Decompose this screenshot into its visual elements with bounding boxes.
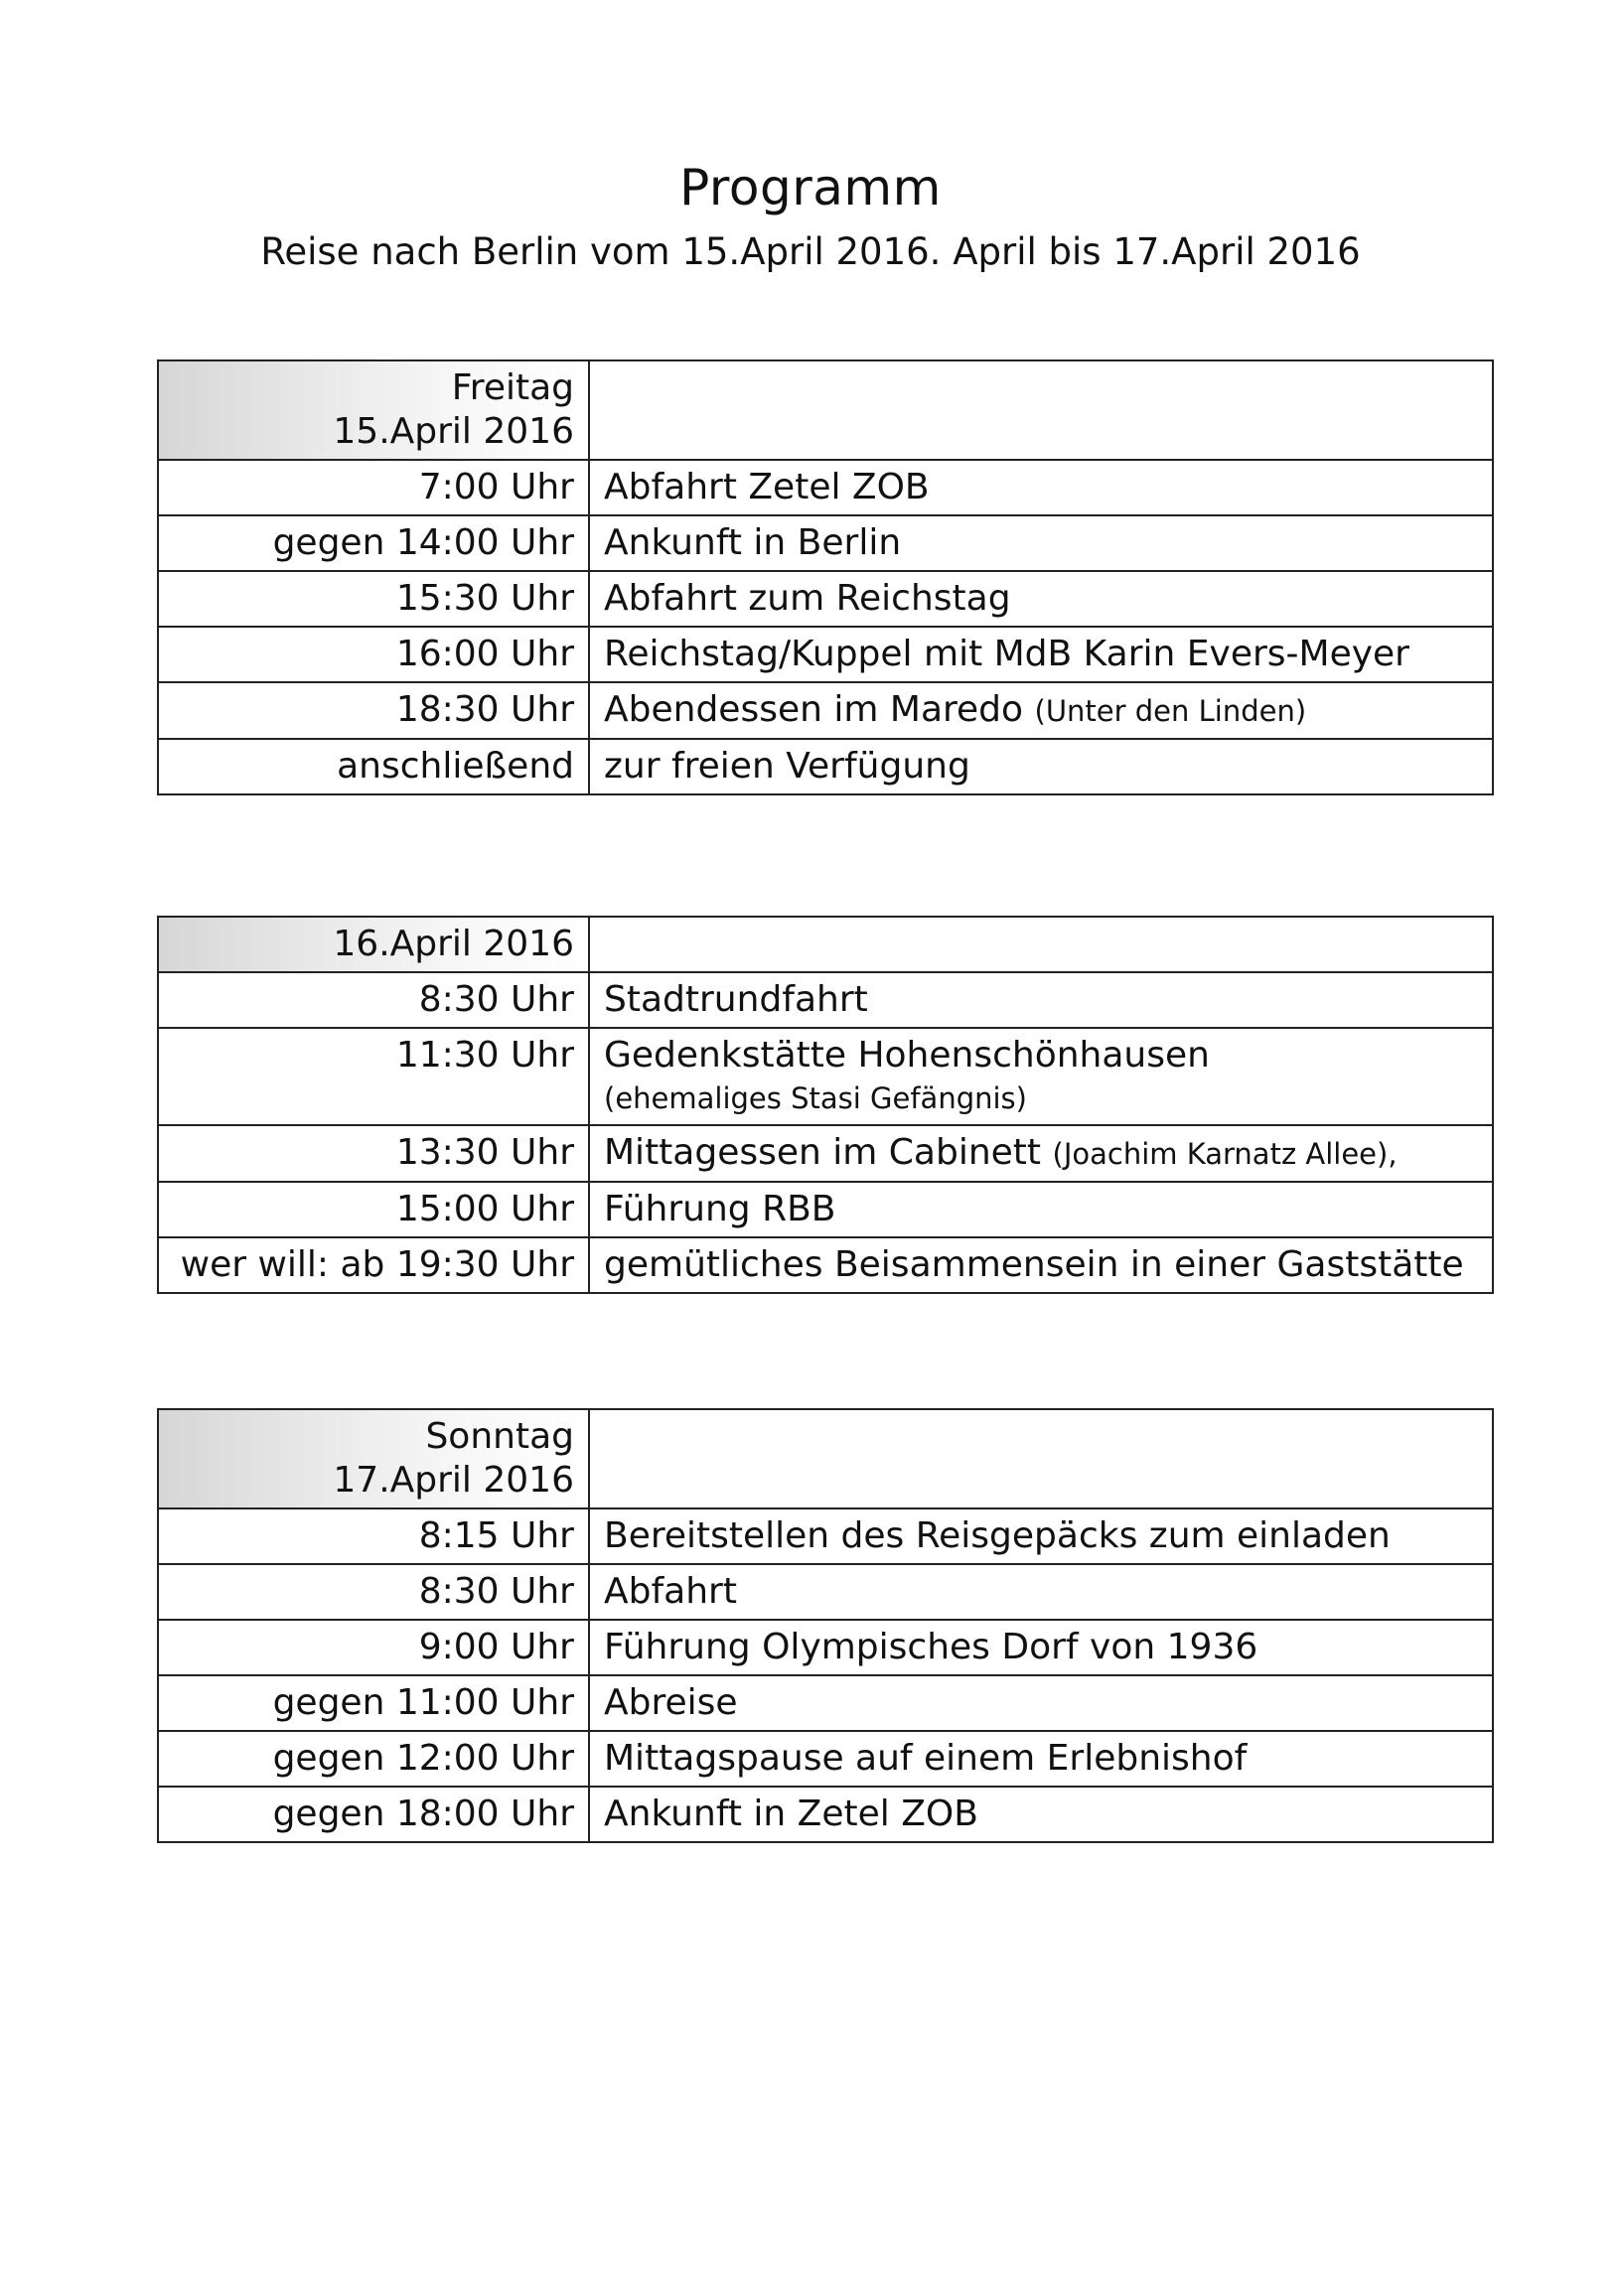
activity-text: Abendessen im Maredo: [604, 689, 1024, 730]
time-cell: 15:00 Uhr: [158, 1182, 589, 1237]
activity-note: (Joachim Karnatz Allee),: [1052, 1137, 1398, 1171]
time-cell: anschließend: [158, 739, 589, 794]
table-row: [158, 1182, 1493, 1237]
activity-text: Abreise: [604, 1682, 738, 1723]
time-cell: 13:30 Uhr: [158, 1125, 589, 1182]
day-header-row: [158, 1409, 1493, 1508]
activity-cell: [589, 1508, 1493, 1564]
activity-text: Mittagessen im Cabinett: [604, 1132, 1042, 1173]
activity-cell: [589, 1125, 1493, 1182]
schedule-table-friday: [157, 359, 1494, 795]
table-row: [158, 515, 1493, 571]
activity-text: Führung Olympisches Dorf von 1936: [604, 1627, 1258, 1667]
day-date: 15.April 2016: [333, 411, 574, 452]
table-row: [158, 460, 1493, 515]
time-cell: gegen 14:00 Uhr: [158, 515, 589, 571]
day-weekday: Freitag: [451, 367, 574, 408]
activity-cell: [589, 571, 1493, 627]
table-row: [158, 1675, 1493, 1731]
activity-text: gemütliches Beisammensein in einer Gaststätte: [604, 1244, 1464, 1285]
activity-note: (Unter den Linden): [1034, 694, 1307, 728]
activity-cell: [589, 739, 1493, 794]
time-cell: 8:30 Uhr: [158, 972, 589, 1028]
table-row: [158, 1787, 1493, 1842]
time-cell: gegen 18:00 Uhr: [158, 1787, 589, 1842]
time-cell: 8:30 Uhr: [158, 1564, 589, 1620]
day-header-empty-cell: [589, 360, 1493, 460]
time-cell: 15:30 Uhr: [158, 571, 589, 627]
activity-text: Stadtrundfahrt: [604, 979, 868, 1020]
page-subtitle: Reise nach Berlin vom 15.April 2016. April bis 17.April 2016: [260, 230, 1361, 273]
schedule-table-saturday: [157, 916, 1494, 1294]
activity-cell: [589, 1564, 1493, 1620]
activity-cell: [589, 460, 1493, 515]
activity-cell: [589, 972, 1493, 1028]
time-cell: wer will: ab 19:30 Uhr: [158, 1237, 589, 1293]
time-cell: gegen 11:00 Uhr: [158, 1675, 589, 1731]
activity-cell: [589, 1182, 1493, 1237]
day-header-cell: [158, 360, 589, 460]
table-row: [158, 627, 1493, 682]
table-row: [158, 682, 1493, 739]
activity-cell: [589, 1787, 1493, 1842]
activity-cell: [589, 1028, 1493, 1125]
activity-text: Reichstag/Kuppel mit MdB Karin Evers-Meyer: [604, 634, 1409, 674]
activity-text: zur freien Verfügung: [604, 746, 970, 787]
table-row: [158, 1237, 1493, 1293]
day-header-empty-cell: [589, 1409, 1493, 1508]
activity-cell: [589, 627, 1493, 682]
activity-text: Ankunft in Berlin: [604, 522, 902, 563]
day-header-empty-cell: [589, 917, 1493, 972]
activity-text: Gedenkstätte Hohenschönhausen: [604, 1035, 1210, 1076]
activity-text: Führung RBB: [604, 1189, 836, 1229]
time-cell: 11:30 Uhr: [158, 1028, 589, 1125]
activity-cell: [589, 1731, 1493, 1787]
activity-note: (ehemaliges Stasi Gefängnis): [604, 1081, 1027, 1115]
activity-cell: [589, 515, 1493, 571]
activity-text: Bereitstellen des Reisgepäcks zum einladen: [604, 1515, 1391, 1556]
activity-cell: [589, 682, 1493, 739]
day-header-cell: [158, 917, 589, 972]
table-row: [158, 739, 1493, 794]
table-row: [158, 571, 1493, 627]
day-header-row: [158, 360, 1493, 460]
time-cell: 8:15 Uhr: [158, 1508, 589, 1564]
table-row: [158, 1125, 1493, 1182]
time-cell: 16:00 Uhr: [158, 627, 589, 682]
day-weekday: Sonntag: [425, 1416, 574, 1457]
table-row: [158, 1731, 1493, 1787]
activity-cell: [589, 1237, 1493, 1293]
activity-text: Abfahrt zum Reichstag: [604, 578, 1011, 619]
day-date: 16.April 2016: [333, 924, 574, 964]
time-cell: 9:00 Uhr: [158, 1620, 589, 1675]
time-cell: gegen 12:00 Uhr: [158, 1731, 589, 1787]
table-row: [158, 1028, 1493, 1125]
activity-text: Abfahrt Zetel ZOB: [604, 467, 930, 507]
table-row: [158, 972, 1493, 1028]
day-header-cell: [158, 1409, 589, 1508]
table-row: [158, 1508, 1493, 1564]
activity-text: Ankunft in Zetel ZOB: [604, 1794, 978, 1834]
time-cell: 18:30 Uhr: [158, 682, 589, 739]
activity-text: Abfahrt: [604, 1571, 737, 1612]
time-cell: 7:00 Uhr: [158, 460, 589, 515]
schedule-table-sunday: [157, 1408, 1494, 1843]
page-title: Programm: [679, 159, 942, 216]
day-date: 17.April 2016: [333, 1460, 574, 1501]
day-header-row: [158, 917, 1493, 972]
table-row: [158, 1564, 1493, 1620]
activity-cell: [589, 1620, 1493, 1675]
activity-cell: [589, 1675, 1493, 1731]
activity-text: Mittagspause auf einem Erlebnishof: [604, 1738, 1248, 1779]
table-row: [158, 1620, 1493, 1675]
